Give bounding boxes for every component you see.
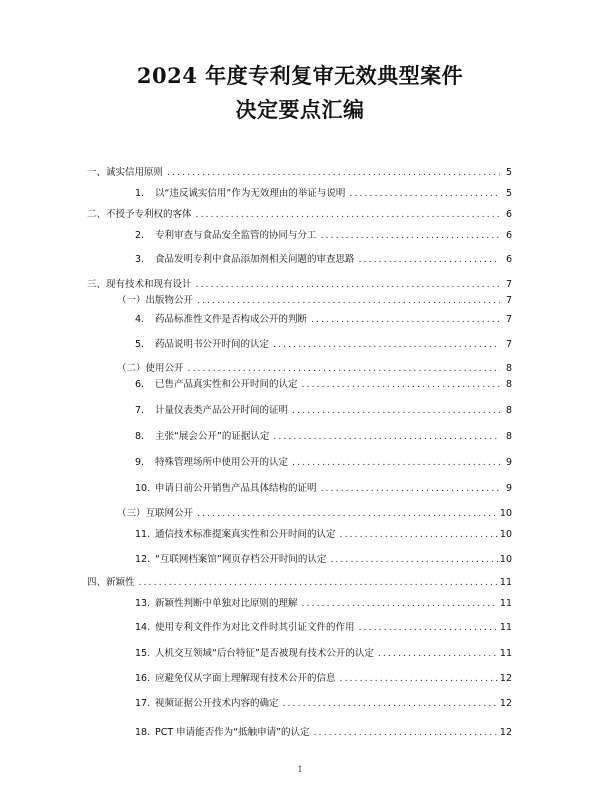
toc-leader-dots (273, 338, 500, 352)
toc-entry-label: 人机交互领域“后台特征”是否被现有技术公开的认定 (155, 648, 374, 659)
toc-entry-page: 7 (505, 279, 512, 290)
toc-entry-number: 18. (135, 727, 151, 738)
toc-entry-number: 12. (135, 554, 151, 565)
toc-entry-page: 7 (505, 339, 512, 350)
toc-entry-label: 计量仪表类产品公开时间的证明 (155, 405, 289, 416)
toc-entry-label: 专利审查与食品安全监管的协同与分工 (155, 230, 317, 241)
toc-entry-number: 3. (135, 254, 145, 265)
toc-entry-label: 视频证据公开技术内容的确定 (155, 698, 279, 709)
toc-entry-label: （三）互联网公开 (117, 508, 194, 519)
toc-leader-dots (196, 208, 500, 222)
toc-entry-page: 11 (499, 598, 512, 609)
toc-entry[interactable] (135, 672, 512, 686)
toc-entry-number: 9. (135, 457, 145, 468)
toc-entry-number: 15. (135, 648, 151, 659)
toc-entry[interactable] (87, 278, 512, 292)
toc-entry-number: 1. (135, 188, 145, 199)
toc-entry-page: 12 (499, 698, 512, 709)
toc-entry[interactable] (135, 528, 512, 542)
toc-leader-dots (139, 576, 498, 590)
toc-leader-dots (197, 507, 498, 521)
toc-entry-page: 9 (505, 483, 512, 494)
toc-entry-page: 8 (505, 431, 512, 442)
toc-entry-number: 6. (135, 379, 145, 390)
toc-entry[interactable] (135, 430, 512, 444)
toc-leader-dots (359, 253, 500, 267)
toc-leader-dots (340, 672, 498, 686)
toc-entry-page: 11 (499, 577, 512, 588)
toc-entry-page: 12 (499, 727, 512, 738)
toc-leader-dots (292, 404, 500, 418)
toc-entry-page: 6 (505, 254, 512, 265)
toc-entry[interactable] (117, 294, 512, 308)
toc-leader-dots (302, 378, 500, 392)
toc-entry-page: 7 (505, 295, 512, 306)
toc-entry-label: 特殊管理场所中使用公开的认定 (155, 457, 289, 468)
document-title-line2: 决定要点汇编 (235, 97, 365, 122)
toc-leader-dots (314, 726, 498, 740)
toc-entry-page: 12 (499, 673, 512, 684)
toc-entry-label: 食品发明专利中食品添加剂相关问题的审查思路 (155, 254, 355, 265)
toc-leader-dots (292, 456, 500, 470)
toc-leader-dots (321, 482, 500, 496)
toc-entry[interactable] (135, 553, 512, 567)
toc-entry-number: 14. (135, 622, 151, 633)
toc-entry-number: 7. (135, 405, 145, 416)
toc-entry-label: 以“违反诚实信用”作为无效理由的举证与说明 (155, 188, 346, 199)
toc-entry-page: 8 (505, 363, 512, 374)
page-number: 1 (297, 765, 303, 774)
toc-entry-label: 三、现有技术和现有设计 (87, 279, 192, 290)
toc-leader-dots (167, 166, 500, 180)
toc-entry-page: 5 (505, 188, 512, 199)
toc-entry[interactable] (135, 726, 512, 740)
toc-entry[interactable] (135, 697, 512, 711)
toc-entry-page: 10 (499, 554, 512, 565)
toc-entry-page: 10 (499, 508, 512, 519)
toc-entry-number: 8. (135, 431, 145, 442)
toc-entry-page: 10 (499, 529, 512, 540)
toc-entry-label: 应避免仅从字面上理解现有技术公开的信息 (155, 673, 336, 684)
toc-entry-label: 一、诚实信用原则 (87, 167, 164, 178)
toc-entry-number: 11. (135, 529, 151, 540)
toc-entry-number: 5. (135, 339, 145, 350)
toc-leader-dots (330, 553, 498, 567)
toc-entry[interactable] (135, 313, 512, 327)
toc-leader-dots (197, 294, 500, 308)
toc-leader-dots (311, 313, 500, 327)
toc-entry[interactable] (135, 456, 512, 470)
toc-entry-label: 新颖性判断中单独对比原则的理解 (155, 598, 298, 609)
toc-entry-label: “互联网档案馆”网页存档公开时间的认定 (155, 554, 327, 565)
toc-entry[interactable] (135, 229, 512, 243)
toc-leader-dots (359, 621, 498, 635)
toc-entry[interactable] (135, 187, 512, 201)
toc-entry[interactable] (117, 507, 512, 521)
toc-leader-dots (283, 697, 498, 711)
toc-leader-dots (188, 362, 500, 376)
toc-leader-dots (196, 278, 500, 292)
toc-entry[interactable] (135, 404, 512, 418)
toc-entry-number: 2. (135, 230, 145, 241)
toc-entry-page: 8 (505, 379, 512, 390)
toc-entry-label: 二、不授予专利权的客体 (87, 209, 192, 220)
toc-entry-page: 8 (505, 405, 512, 416)
toc-entry[interactable] (87, 166, 512, 180)
toc-entry-label: PCT 申请能否作为“抵触申请”的认定 (155, 727, 310, 738)
toc-entry-label: （二）使用公开 (117, 363, 184, 374)
toc-entry[interactable] (135, 378, 512, 392)
toc-entry-label: 药品说明书公开时间的认定 (155, 339, 270, 350)
toc-entry-number: 4. (135, 314, 145, 325)
document-title-line1: 2024 年度专利复审无效典型案件 (136, 63, 464, 88)
toc-leader-dots (321, 229, 500, 243)
toc-leader-dots (378, 647, 498, 661)
toc-entry-label: 主张“展会公开”的证据认定 (155, 431, 270, 442)
toc-entry-number: 13. (135, 598, 151, 609)
toc-leader-dots (340, 528, 498, 542)
toc-entry[interactable] (135, 647, 512, 661)
toc-entry-page: 6 (505, 209, 512, 220)
toc-entry[interactable] (135, 482, 512, 496)
toc-entry[interactable] (135, 621, 512, 635)
toc-entry-page: 11 (499, 622, 512, 633)
toc-leader-dots (349, 187, 500, 201)
toc-entry-page: 7 (505, 314, 512, 325)
toc-entry-label: 药品标准性文件是否构成公开的判断 (155, 314, 308, 325)
toc-entry-page: 11 (499, 648, 512, 659)
toc-entry-label: 通信技术标准提案真实性和公开时间的认定 (155, 529, 336, 540)
toc-entry-label: 已售产品真实性和公开时间的认定 (155, 379, 298, 390)
toc-leader-dots (273, 430, 500, 444)
toc-entry-label: 申请日前公开销售产品具体结构的证明 (155, 483, 317, 494)
toc-entry[interactable] (135, 253, 512, 267)
toc-entry-number: 17. (135, 698, 151, 709)
toc-entry-number: 16. (135, 673, 151, 684)
toc-entry-page: 9 (505, 457, 512, 468)
toc-entry[interactable] (135, 338, 512, 352)
toc-entry[interactable] (117, 362, 512, 376)
toc-entry-number: 10. (135, 483, 151, 494)
toc-entry[interactable] (87, 576, 512, 590)
toc-entry[interactable] (135, 597, 512, 611)
toc-entry-page: 6 (505, 230, 512, 241)
toc-entry[interactable] (87, 208, 512, 222)
toc-entry-label: （一）出版物公开 (117, 295, 194, 306)
toc-entry-label: 使用专利文件作为对比文件时其引证文件的作用 (155, 622, 355, 633)
toc-entry-page: 5 (505, 167, 512, 178)
toc-leader-dots (302, 597, 498, 611)
toc-entry-label: 四、新颖性 (87, 577, 135, 588)
